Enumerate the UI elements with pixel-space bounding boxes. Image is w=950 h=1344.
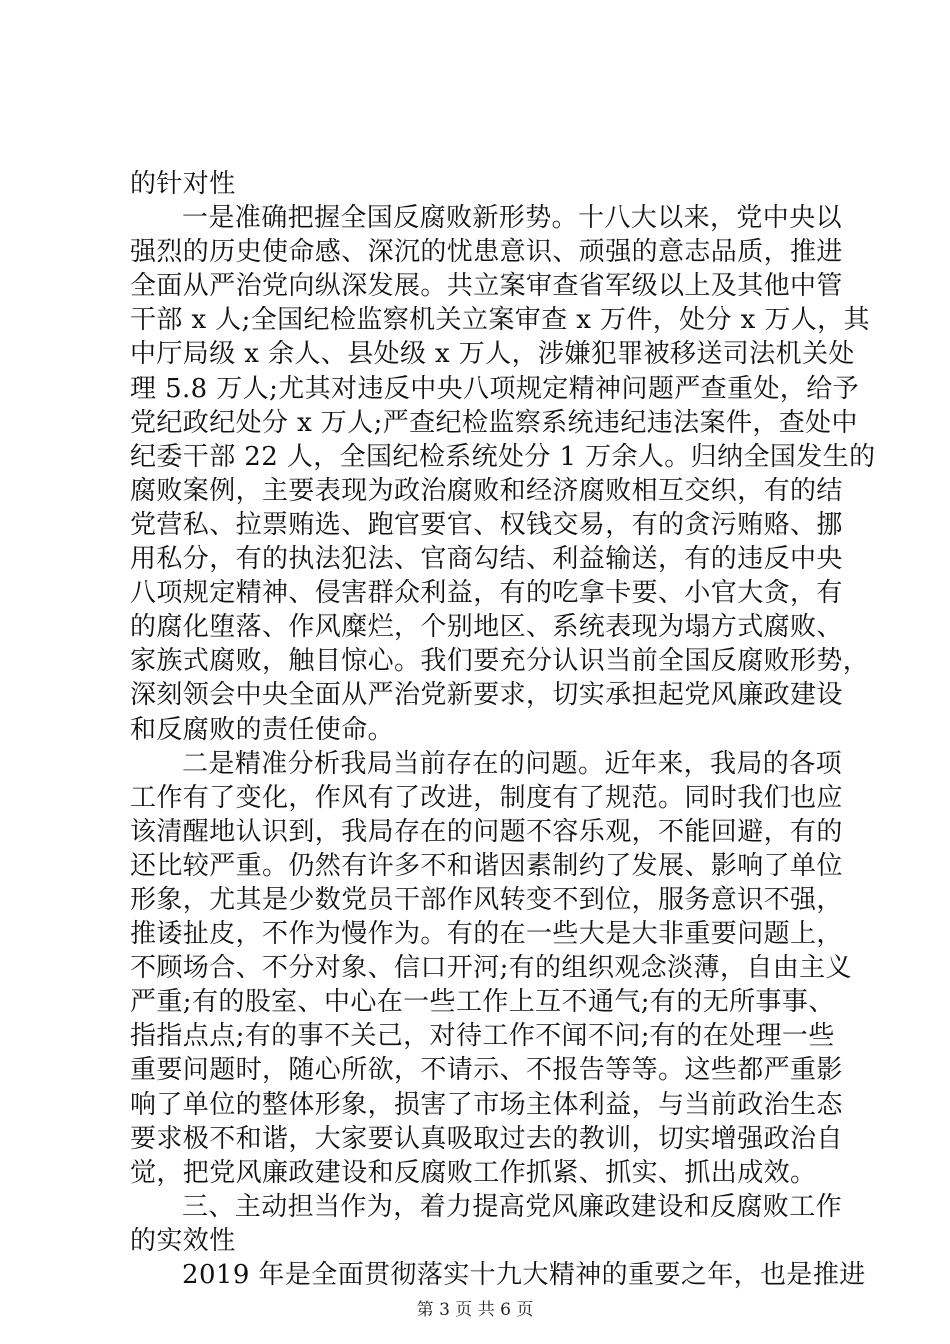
text-line: 二是精准分析我局当前存在的问题。近年来，我局的各项 (182, 748, 843, 779)
section-heading: 三、主动担当作为，着力提高党风廉政建设和反腐败工作 (182, 1191, 843, 1222)
text-line: 还比较严重。仍然有许多不和谐因素制约了发展、影响了单位 (130, 850, 843, 881)
text-line: 和反腐败的责任使命。 (130, 714, 395, 745)
text-line: 腐败案例，主要表现为政治腐败和经济腐败相互交织，有的结 (130, 475, 843, 506)
text-line: 该清醒地认识到，我局存在的问题不容乐观，不能回避，有的 (130, 816, 843, 847)
section-heading: 的实效性 (130, 1225, 236, 1256)
text-line: 觉，把党风廉政建设和反腐败工作抓紧、抓实、抓出成效。 (130, 1157, 817, 1188)
text-line: 推诿扯皮，不作为慢作为。有的在一些大是大非重要问题上， (130, 919, 843, 950)
text-line: 家族式腐败，触目惊心。我们要充分认识当前全国反腐败形势， (130, 646, 870, 677)
text-line: 的针对性 (130, 169, 236, 199)
text-line: 纪委干部 22 人，全国纪检系统处分 1 万余人。归纳全国发生的 (130, 441, 876, 472)
page-footer (0, 1300, 950, 1320)
text-line: 中厅局级 x 余人、县处级 x 万人，涉嫌犯罪被移送司法机关处 (130, 339, 855, 370)
text-line: 2019 年是全面贯彻落实十九大精神的重要之年，也是推进 (182, 1260, 866, 1290)
text-line: 八项规定精神、侵害群众利益，有的吃拿卡要、小官大贪，有 (130, 578, 843, 609)
text-line: 深刻领会中央全面从严治党新要求，切实承担起党风廉政建设 (130, 680, 843, 711)
text-line: 用私分，有的执法犯法、官商勾结、利益输送，有的违反中央 (130, 544, 843, 575)
text-line: 形象，尤其是少数党员干部作风转变不到位，服务意识不强， (130, 884, 843, 915)
text-line: 工作有了变化，作风有了改进，制度有了规范。同时我们也应 (130, 782, 843, 813)
text-line: 理 5.8 万人;尤其对违反中央八项规定精神问题严查重处，给予 (130, 373, 860, 404)
text-line: 要求极不和谐，大家要认真吸取过去的教训，切实增强政治自 (130, 1123, 843, 1154)
page-number: 第 3 页 共 6 页 (416, 1300, 534, 1320)
text-line: 不顾场合、不分对象、信口开河;有的组织观念淡薄，自由主义 (130, 953, 852, 984)
text-line: 强烈的历史使命感、深沉的忧患意识、顽强的意志品质，推进 (130, 237, 843, 268)
text-line: 严重;有的股室、中心在一些工作上互不通气;有的无所事事、 (130, 987, 835, 1018)
text-line: 干部 x 人;全国纪检监察机关立案审查 x 万件，处分 x 万人，其 (130, 305, 870, 336)
text-line: 重要问题时，随心所欲，不请示、不报告等等。这些都严重影 (130, 1055, 843, 1086)
text-line: 响了单位的整体形象，损害了市场主体利益，与当前政治生态 (130, 1089, 843, 1120)
text-line: 的腐化堕落、作风糜烂，个别地区、系统表现为塌方式腐败、 (130, 612, 843, 643)
text-line: 指指点点;有的事不关己，对待工作不闻不问;有的在处理一些 (130, 1021, 835, 1052)
text-line: 党营私、拉票贿选、跑官要官、权钱交易，有的贪污贿赂、挪 (130, 509, 843, 540)
text-line: 党纪政纪处分 x 万人;严查纪检监察系统违纪违法案件，查处中 (130, 407, 858, 438)
text-line: 全面从严治党向纵深发展。共立案审查省军级以上及其他中管 (130, 271, 843, 302)
body-text (130, 167, 876, 1292)
text-line: 一是准确把握全国反腐败新形势。十八大以来，党中央以 (182, 203, 843, 234)
